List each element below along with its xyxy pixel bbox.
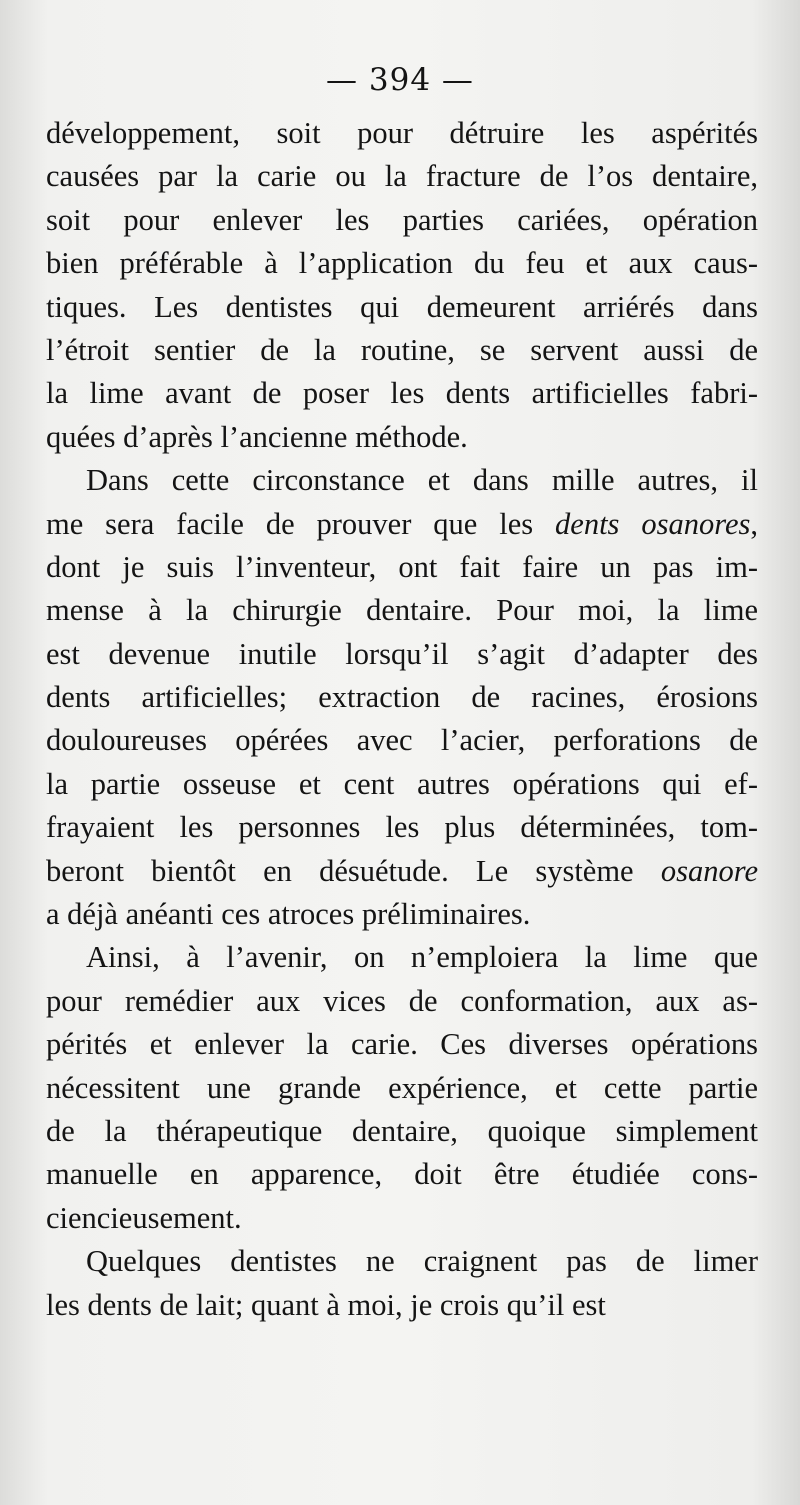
text-line — [46, 112, 758, 155]
text-line — [46, 633, 758, 676]
text-segment: la partie osseuse et cent autres opérations qui ef- — [46, 766, 758, 801]
text-segment: soit pour enlever les parties cariées, opération — [46, 202, 758, 237]
text-line — [46, 806, 758, 849]
text-segment: pérités et enlever la carie. Ces diverses opérations — [46, 1027, 758, 1062]
text-segment: causées par la carie ou la fracture de l’os dentaire, — [46, 159, 758, 194]
text-segment: frayaient les personnes les plus déterminées, tom- — [46, 810, 758, 845]
text-segment: ciencieusement. — [46, 1200, 242, 1235]
text-segment: les dents de lait; quant à moi, je crois qu’il est — [46, 1287, 606, 1322]
text-segment: tiques. Les dentistes qui demeurent arriérés dans — [46, 289, 758, 324]
text-line — [46, 546, 758, 589]
text-line — [46, 155, 758, 198]
text-segment: est devenue inutile lorsqu’il s’agit d’adapter des — [46, 636, 758, 671]
text-line — [46, 763, 758, 806]
text-line — [46, 980, 758, 1023]
text-line — [46, 503, 758, 546]
italic-term: osanore — [660, 853, 758, 888]
text-line — [46, 1023, 758, 1066]
text-segment: me sera facile de prouver que les — [46, 506, 556, 541]
text-line — [46, 850, 758, 893]
text-line — [46, 589, 758, 632]
text-line — [46, 416, 758, 459]
text-segment: douloureuses opérées avec l’acier, perforations de — [46, 723, 758, 758]
text-line — [46, 1284, 758, 1327]
text-line — [46, 459, 758, 502]
text-line — [46, 286, 758, 329]
text-segment: Dans cette circonstance et dans mille autres, il — [86, 463, 758, 498]
text-line — [46, 936, 758, 979]
text-segment: a déjà anéanti ces atroces préliminaires. — [46, 897, 531, 932]
paragraph — [46, 936, 758, 1240]
text-line — [46, 372, 758, 415]
text-line — [46, 199, 758, 242]
text-segment: beront bientôt en désuétude. Le système — [46, 853, 661, 888]
text-line — [46, 1197, 758, 1240]
text-segment: Ainsi, à l’avenir, on n’emploiera la lime que — [86, 940, 758, 975]
text-line — [46, 1153, 758, 1196]
text-line — [46, 1240, 758, 1283]
text-segment: dont je suis l’inventeur, ont fait faire un pas im- — [46, 549, 758, 584]
text-line — [46, 1067, 758, 1110]
body-text — [46, 112, 758, 1327]
text-segment: nécessitent une grande expérience, et cette partie — [46, 1070, 758, 1105]
paragraph — [46, 1240, 758, 1327]
text-line — [46, 893, 758, 936]
text-segment: de la thérapeutique dentaire, quoique simplement — [46, 1113, 758, 1148]
text-segment: développement, soit pour détruire les aspérités — [46, 116, 758, 150]
text-segment: manuelle en apparence, doit être étudiée cons- — [46, 1157, 758, 1192]
text-segment: bien préférable à l’application du feu et aux caus- — [46, 246, 758, 281]
text-segment: mense à la chirurgie dentaire. Pour moi, la lime — [46, 593, 758, 628]
paragraph — [46, 112, 758, 459]
italic-term: dents osanores — [555, 506, 751, 541]
text-segment: la lime avant de poser les dents artificielles fabri- — [46, 376, 758, 411]
text-line — [46, 719, 758, 762]
paragraph — [46, 459, 758, 936]
text-segment: pour remédier aux vices de conformation, aux as- — [46, 983, 758, 1018]
text-line — [46, 1110, 758, 1153]
page-number: — 394 — — [326, 62, 474, 98]
text-segment: l’étroit sentier de la routine, se servent aussi de — [46, 332, 758, 367]
text-line — [46, 676, 758, 719]
text-segment: dents artificielles; extraction de racines, érosions — [46, 680, 758, 715]
text-segment: , — [750, 506, 758, 541]
text-segment: quées d’après l’ancienne méthode. — [46, 419, 468, 454]
text-segment: Quelques dentistes ne craignent pas de limer — [86, 1244, 758, 1279]
text-line — [46, 329, 758, 372]
text-line — [46, 242, 758, 285]
